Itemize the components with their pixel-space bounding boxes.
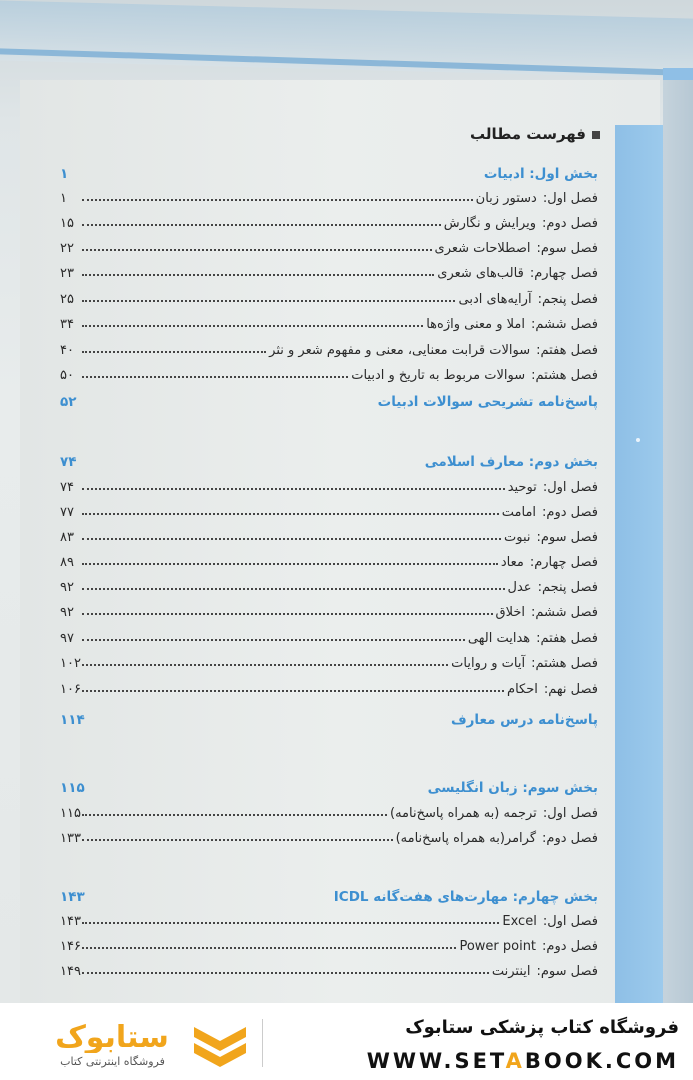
toc-title-text: فهرست مطالب bbox=[470, 125, 586, 143]
toc-chapter-row[interactable] bbox=[60, 259, 598, 281]
dot-leader bbox=[82, 563, 498, 565]
toc-chapter-row[interactable] bbox=[60, 498, 598, 520]
logo-wordmark-text: ستابوک bbox=[55, 1020, 169, 1053]
chapter-number: فصل دوم: bbox=[542, 939, 598, 954]
chapter-title: سوالات قرابت معنایی، معنی و مفهوم شعر و نثر bbox=[269, 343, 531, 358]
sidebar-dot bbox=[636, 438, 640, 442]
chapter-number: فصل چهارم: bbox=[529, 266, 598, 281]
chapter-title: قالب‌های شعری bbox=[437, 266, 524, 281]
toc-chapter-row[interactable] bbox=[60, 473, 598, 495]
dot-leader bbox=[82, 588, 505, 590]
chapter-number: فصل سوم: bbox=[536, 241, 598, 256]
page-number: ۱۰۲ bbox=[60, 656, 81, 671]
dot-leader bbox=[82, 325, 423, 327]
toc-answer-row[interactable] bbox=[60, 706, 598, 728]
chapter-title: املا و معنی واژه‌ها bbox=[426, 317, 525, 332]
dot-leader bbox=[82, 513, 499, 515]
toc-chapter-row[interactable] bbox=[60, 361, 598, 383]
chapter-title: گرامر(به همراه پاسخ‌نامه) bbox=[395, 831, 537, 846]
section-title: بخش سوم: زبان انگلیسی bbox=[427, 780, 598, 796]
toc-answer-row[interactable] bbox=[60, 388, 598, 410]
page-number: ۱۱۵ bbox=[60, 806, 81, 821]
dot-leader bbox=[82, 351, 266, 353]
answer-key-title: پاسخ‌نامه درس معارف bbox=[450, 712, 598, 728]
toc-chapter-row[interactable] bbox=[60, 523, 598, 545]
page-number: ۴۰ bbox=[60, 343, 74, 358]
book-chevron-icon bbox=[190, 1021, 250, 1067]
toc-chapter-row[interactable] bbox=[60, 285, 598, 307]
chapter-title: نبوت bbox=[503, 530, 531, 545]
page-number: ۲۲ bbox=[60, 241, 74, 256]
page-number: ۹۲ bbox=[60, 605, 74, 620]
chapter-title: توحید bbox=[507, 480, 537, 495]
page-number: ۵۰ bbox=[60, 368, 74, 383]
page-number: ۲۳ bbox=[60, 266, 74, 281]
page-number: ۱ bbox=[60, 191, 67, 206]
page-right-edge bbox=[663, 80, 693, 1003]
toc-title bbox=[470, 125, 600, 143]
chapter-number: فصل پنجم: bbox=[537, 580, 598, 595]
chapter-title: ترجمه (به همراه پاسخ‌نامه) bbox=[390, 806, 537, 821]
chapter-title: Power point bbox=[459, 939, 537, 954]
chapter-title: Excel bbox=[502, 914, 537, 929]
chapter-title: معاد bbox=[500, 555, 524, 570]
page-number: ۲۵ bbox=[60, 292, 74, 307]
page-number: ۷۴ bbox=[60, 480, 74, 495]
chapter-title: اخلاق bbox=[495, 605, 525, 620]
toc-chapter-row[interactable] bbox=[60, 932, 598, 954]
chapter-number: فصل ششم: bbox=[531, 317, 598, 332]
page-number: ۱۱۴ bbox=[60, 712, 85, 728]
page-number: ۱۰۶ bbox=[60, 682, 81, 697]
banner-divider bbox=[262, 1019, 263, 1067]
toc-chapter-row[interactable] bbox=[60, 649, 598, 671]
dot-leader bbox=[82, 488, 505, 490]
chapter-number: فصل سوم: bbox=[536, 530, 598, 545]
toc-chapter-row[interactable] bbox=[60, 548, 598, 570]
shop-url[interactable] bbox=[367, 1049, 679, 1073]
chapter-title: اینترنت bbox=[491, 964, 531, 979]
section-title: بخش دوم: معارف اسلامی bbox=[424, 454, 598, 470]
chapter-number: فصل پنجم: bbox=[537, 292, 598, 307]
toc-chapter-row[interactable] bbox=[60, 209, 598, 231]
chapter-number: فصل دوم: bbox=[542, 216, 598, 231]
dot-leader bbox=[82, 664, 448, 666]
toc-section-row[interactable] bbox=[60, 774, 598, 796]
toc-chapter-row[interactable] bbox=[60, 957, 598, 979]
dot-leader bbox=[82, 249, 432, 251]
chapter-title: ویرایش و نگارش bbox=[443, 216, 537, 231]
dot-leader bbox=[82, 690, 504, 692]
logo-subtitle: فروشگاه اینترنتی کتاب bbox=[60, 1055, 165, 1068]
chapter-number: فصل نهم: bbox=[543, 682, 598, 697]
toc-chapter-row[interactable] bbox=[60, 184, 598, 206]
toc-chapter-row[interactable] bbox=[60, 624, 598, 646]
url-part-2: BOOK.COM bbox=[524, 1049, 679, 1073]
dot-leader bbox=[82, 199, 473, 201]
toc-chapter-row[interactable] bbox=[60, 598, 598, 620]
toc-chapter-row[interactable] bbox=[60, 907, 598, 929]
chapter-title: دستور زبان bbox=[475, 191, 537, 206]
chapter-number: فصل هفتم: bbox=[536, 631, 598, 646]
chapter-number: فصل دوم: bbox=[542, 505, 598, 520]
url-accent: A bbox=[505, 1049, 525, 1073]
page-number: ۱۱۵ bbox=[60, 780, 85, 796]
page-number: ۵۲ bbox=[60, 394, 77, 410]
page-number: ۱۴۹ bbox=[60, 964, 81, 979]
dot-leader bbox=[82, 300, 455, 302]
page-number: ۷۷ bbox=[60, 505, 74, 520]
dot-leader bbox=[82, 274, 434, 276]
page-number: ۹۲ bbox=[60, 580, 74, 595]
chapter-number: فصل چهارم: bbox=[529, 555, 598, 570]
url-part-1: WWW.SET bbox=[366, 1049, 506, 1073]
toc-section-row[interactable] bbox=[60, 448, 598, 470]
dot-leader bbox=[82, 972, 489, 974]
square-bullet-icon bbox=[592, 131, 600, 139]
toc-section-row[interactable] bbox=[60, 160, 598, 182]
section-title: بخش اول: ادبیات bbox=[483, 166, 598, 182]
answer-key-title: پاسخ‌نامه تشریحی سوالات ادبیات bbox=[377, 394, 598, 410]
chapter-title: احکام bbox=[507, 682, 538, 697]
toc-chapter-row[interactable] bbox=[60, 573, 598, 595]
dot-leader bbox=[82, 538, 501, 540]
setabook-logo-wordmark bbox=[40, 1017, 185, 1053]
section-title: بخش چهارم: مهارت‌های هفت‌گانه ICDL bbox=[333, 889, 598, 905]
chapter-title: عدل bbox=[507, 580, 532, 595]
dot-leader bbox=[82, 947, 456, 949]
dot-leader bbox=[82, 376, 348, 378]
chapter-number: فصل سوم: bbox=[536, 964, 598, 979]
toc-section-row[interactable] bbox=[60, 883, 598, 905]
chapter-title: هدایت الهی bbox=[467, 631, 531, 646]
dot-leader bbox=[82, 814, 387, 816]
chapter-number: فصل ششم: bbox=[531, 605, 598, 620]
chapter-title: آیات و روایات bbox=[451, 656, 526, 671]
page-number: ۱۴۳ bbox=[60, 914, 81, 929]
page-number: ۱۵ bbox=[60, 216, 74, 231]
dot-leader bbox=[82, 224, 441, 226]
dot-leader bbox=[82, 613, 493, 615]
page-number: ۱۴۶ bbox=[60, 939, 81, 954]
toc-chapter-row[interactable] bbox=[60, 799, 598, 821]
page-number: ۱ bbox=[60, 166, 69, 182]
chapter-number: فصل دوم: bbox=[542, 831, 598, 846]
dot-leader bbox=[82, 639, 465, 641]
shop-banner bbox=[0, 1003, 693, 1080]
toc-chapter-row[interactable] bbox=[60, 675, 598, 697]
shop-name: فروشگاه کتاب پزشکی ستابوک bbox=[405, 1017, 679, 1038]
chapter-title: امامت bbox=[501, 505, 537, 520]
page-number: ۸۹ bbox=[60, 555, 74, 570]
chapter-number: فصل اول: bbox=[542, 191, 598, 206]
page-number: ۸۳ bbox=[60, 530, 74, 545]
toc-chapter-row[interactable] bbox=[60, 234, 598, 256]
page-number: ۷۴ bbox=[60, 454, 77, 470]
chapter-number: فصل هشتم: bbox=[531, 368, 598, 383]
page-side-bar bbox=[615, 125, 663, 1003]
toc-chapter-row[interactable] bbox=[60, 824, 598, 846]
page-number: ۳۴ bbox=[60, 317, 74, 332]
toc-chapter-row[interactable] bbox=[60, 336, 598, 358]
page-number: ۹۷ bbox=[60, 631, 74, 646]
page-number: ۱۳۳ bbox=[60, 831, 81, 846]
toc-chapter-row[interactable] bbox=[60, 310, 598, 332]
dot-leader bbox=[82, 839, 393, 841]
chapter-number: فصل اول: bbox=[542, 914, 598, 929]
chapter-number: فصل هفتم: bbox=[536, 343, 598, 358]
chapter-number: فصل اول: bbox=[542, 806, 598, 821]
dot-leader bbox=[82, 922, 499, 924]
chapter-number: فصل اول: bbox=[542, 480, 598, 495]
chapter-title: سوالات مربوط به تاریخ و ادبیات bbox=[351, 368, 526, 383]
chapter-number: فصل هشتم: bbox=[531, 656, 598, 671]
chapter-title: اصطلاحات شعری bbox=[434, 241, 531, 256]
chapter-title: آرایه‌های ادبی bbox=[458, 292, 532, 307]
page-number: ۱۴۳ bbox=[60, 889, 85, 905]
